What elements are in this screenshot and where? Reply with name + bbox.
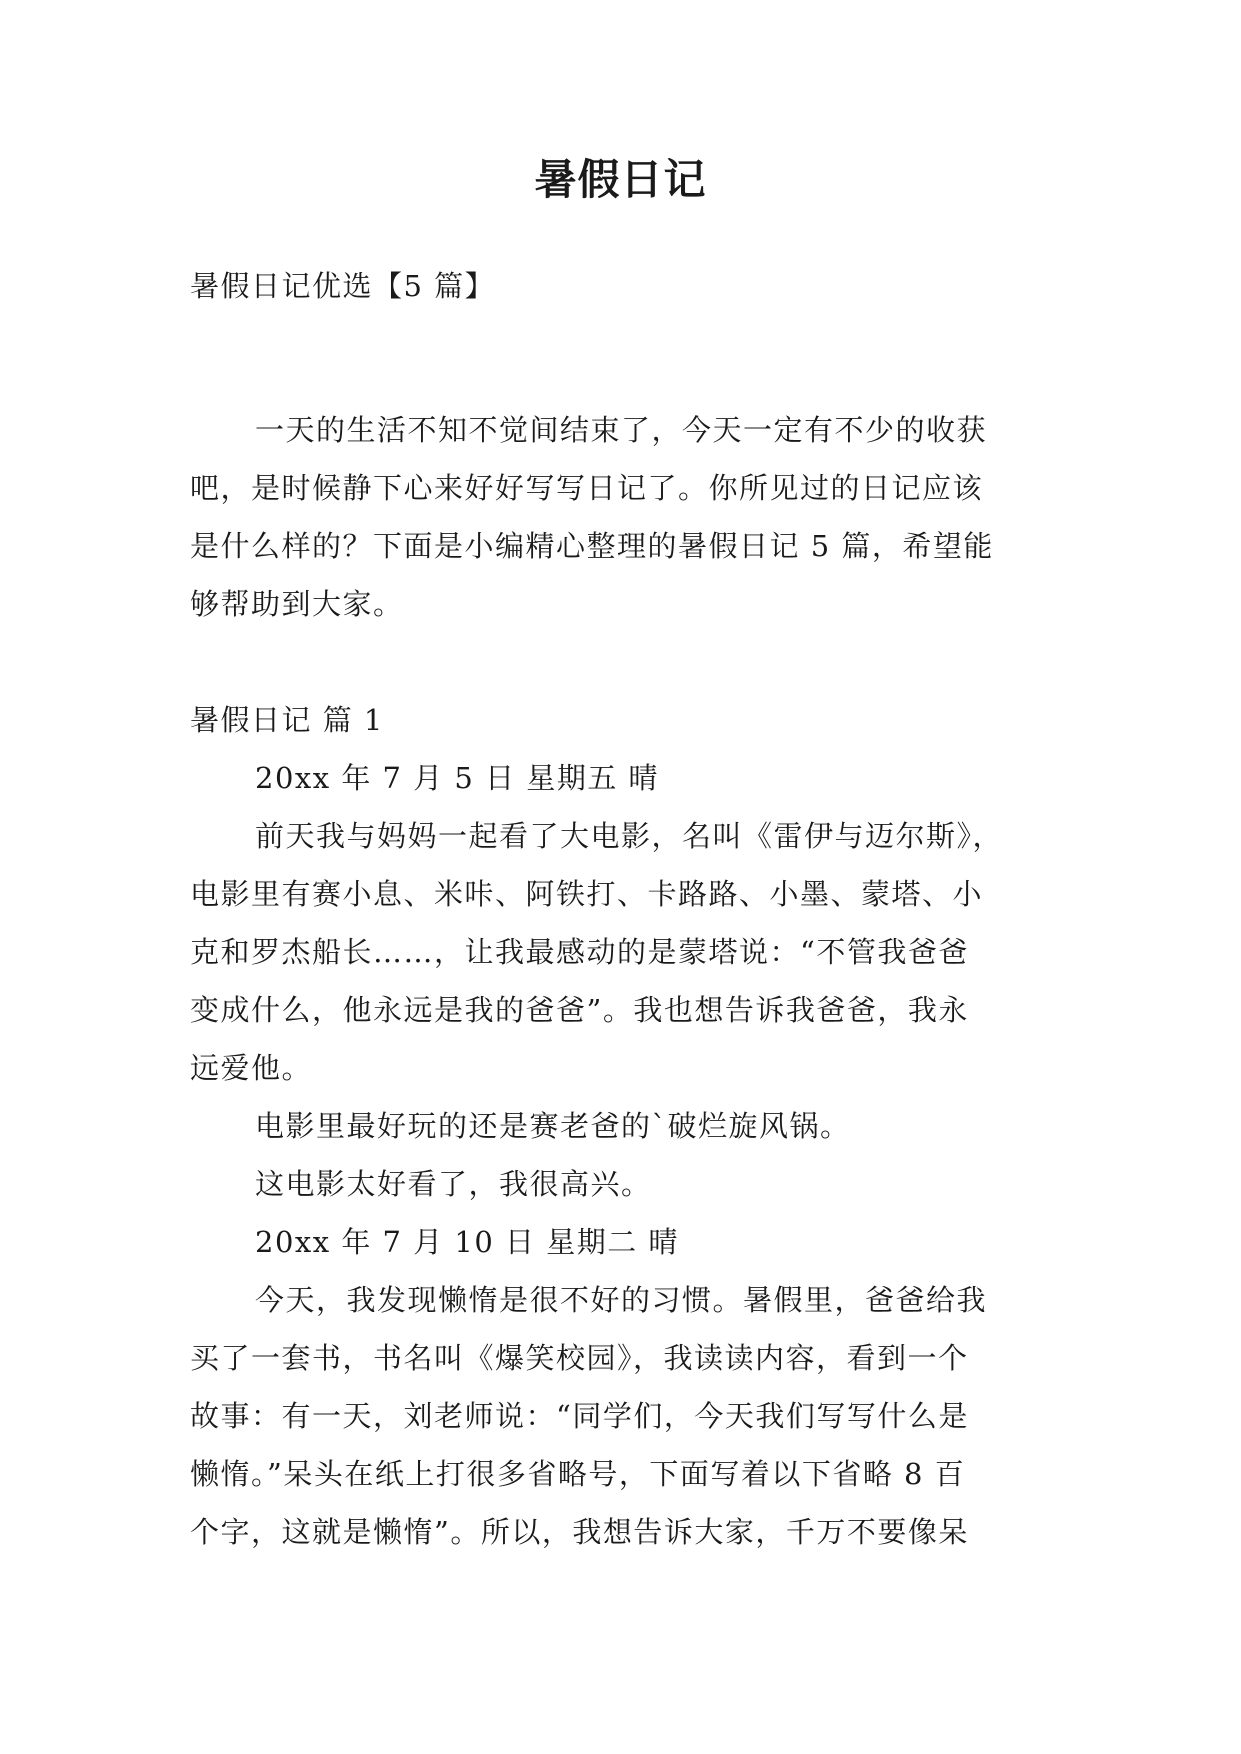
entry2-line-5: 个字，这就是懒惰”。所以，我想告诉大家，千万不要像呆 <box>190 1515 969 1549</box>
section-heading: 暑假日记 篇 1 <box>190 703 384 737</box>
entry1-paragraph-2: 电影里最好玩的还是赛老爸的`破烂旋风锅。 <box>255 1109 851 1143</box>
entry1-line-2: 电影里有赛小息、米咔、阿铁打、卡路路、小墨、蒙塔、小 <box>190 877 984 911</box>
entry1-line-3: 克和罗杰船长……，让我最感动的是蒙塔说：“不管我爸爸 <box>190 935 969 969</box>
intro-line-2: 吧，是时候静下心来好好写写日记了。你所见过的日记应该 <box>190 471 984 505</box>
intro-line-4: 够帮助到大家。 <box>190 587 404 621</box>
entry2-line-2: 买了一套书，书名叫《爆笑校园》，我读读内容，看到一个 <box>190 1341 969 1375</box>
intro-line-3: 是什么样的？下面是小编精心整理的暑假日记 5 篇，希望能 <box>190 529 994 563</box>
document-title: 暑假日记 <box>534 155 707 204</box>
entry1-line-4: 变成什么，他永远是我的爸爸”。我也想告诉我爸爸，我永 <box>190 993 969 1027</box>
entry1-date: 20xx 年 7 月 5 日 星期五 晴 <box>255 761 660 795</box>
entry2-line-1: 今天，我发现懒惰是很不好的习惯。暑假里，爸爸给我 <box>255 1283 988 1317</box>
document-subtitle: 暑假日记优选【5 篇】 <box>190 269 496 303</box>
entry2-line-3: 故事：有一天，刘老师说：“同学们，今天我们写写什么是 <box>190 1399 969 1433</box>
intro-line-1: 一天的生活不知不觉间结束了，今天一定有不少的收获 <box>255 413 988 447</box>
entry2-line-4: 懒惰。”呆头在纸上打很多省略号，下面写着以下省略 8 百 <box>190 1457 966 1491</box>
entry1-line-5: 远爱他。 <box>190 1051 313 1085</box>
entry1-paragraph-3: 这电影太好看了，我很高兴。 <box>255 1167 652 1201</box>
entry2-date: 20xx 年 7 月 10 日 星期二 晴 <box>255 1225 679 1259</box>
entry1-line-1: 前天我与妈妈一起看了大电影，名叫《雷伊与迈尔斯》， <box>255 819 1004 853</box>
